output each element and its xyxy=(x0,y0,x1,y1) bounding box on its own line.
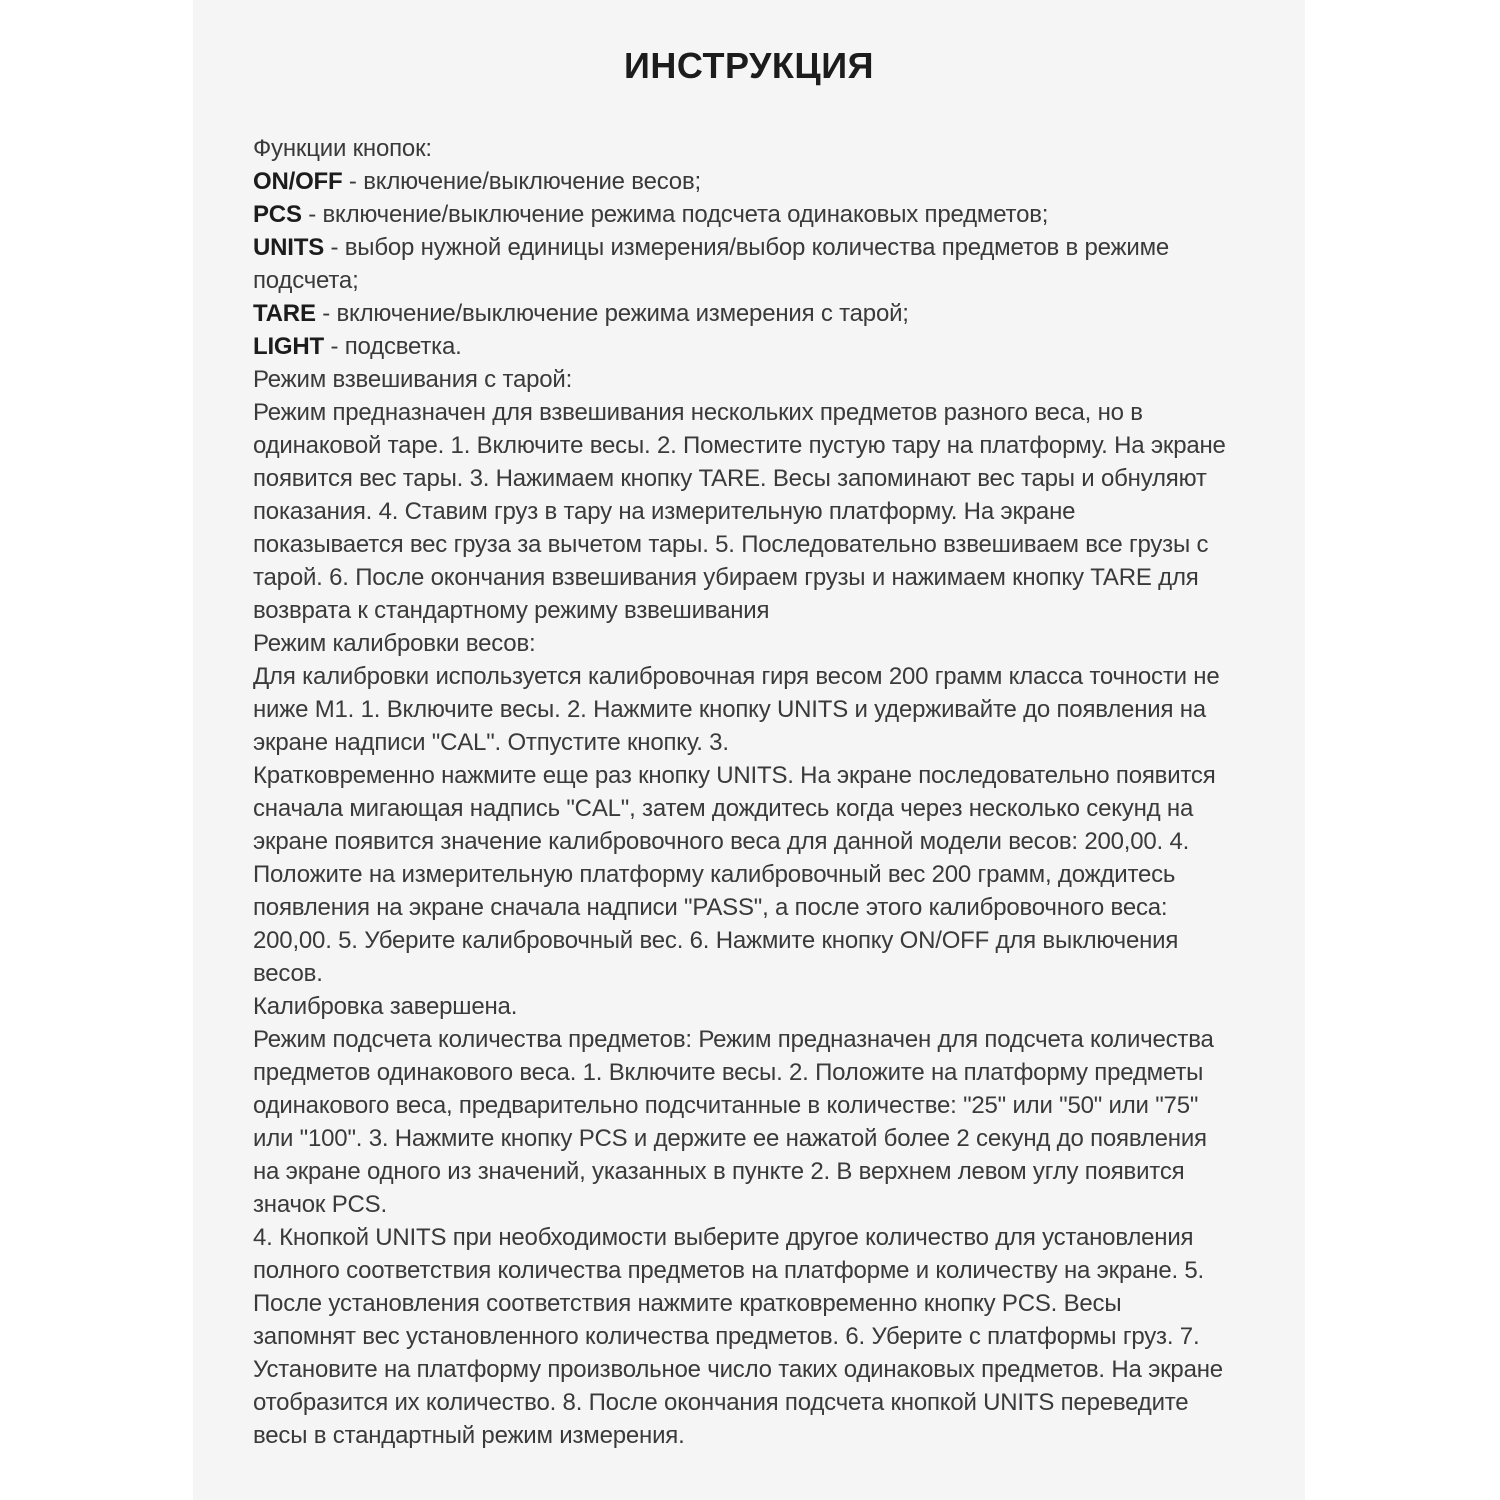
text-line xyxy=(253,1122,1265,1155)
text-segment: 200,00. 5. Уберите калибровочный вес. 6. Нажмите кнопку ON/OFF для выключения xyxy=(253,927,1179,954)
text-segment: Режим предназначен для взвешивания нескольких предметов разного веса, но в xyxy=(253,399,1143,426)
text-segment: экране надписи "CAL". Отпустите кнопку. 3. xyxy=(253,729,729,756)
text-line xyxy=(253,528,1265,561)
text-segment: весы в стандартный режим измерения. xyxy=(253,1422,685,1449)
text-line xyxy=(253,165,1265,198)
text-line xyxy=(253,1254,1265,1287)
button-name-label: ON/OFF xyxy=(253,168,343,195)
text-segment: Калибровка завершена. xyxy=(253,993,518,1020)
text-segment: появится вес тары. 3. Нажимаем кнопку TARE. Весы запоминают вес тары и обнуляют xyxy=(253,465,1207,492)
text-line xyxy=(253,462,1265,495)
text-segment: сначала мигающая надпись "CAL", затем дождитесь когда через несколько секунд на xyxy=(253,795,1194,822)
text-segment: тарой. 6. После окончания взвешивания убираем грузы и нажимаем кнопку TARE для xyxy=(253,564,1199,591)
text-segment: Кратковременно нажмите еще раз кнопку UNITS. На экране последовательно появится xyxy=(253,762,1216,789)
text-segment: экране появится значение калибровочного веса для данной модели весов: 200,00. 4. xyxy=(253,828,1190,855)
text-segment: на экране одного из значений, указанных в пункте 2. В верхнем левом углу появится xyxy=(253,1158,1185,1185)
text-line xyxy=(253,759,1265,792)
text-segment: возврата к стандартному режиму взвешивания xyxy=(253,597,770,624)
text-segment: Режим взвешивания с тарой: xyxy=(253,366,573,393)
text-segment: 4. Кнопкой UNITS при необходимости выберите другое количество для установления xyxy=(253,1224,1194,1251)
text-segment: - включение/выключение режима подсчета одинаковых предметов; xyxy=(301,201,1049,228)
page-title: ИНСТРУКЦИЯ xyxy=(624,45,874,86)
text-segment: показания. 4. Ставим груз в тару на измерительную платформу. На экране xyxy=(253,498,1076,525)
text-line xyxy=(253,429,1265,462)
text-segment: показывается вес груза за вычетом тары. 5. Последовательно взвешиваем все грузы с xyxy=(253,531,1209,558)
text-line xyxy=(253,1386,1265,1419)
text-segment: Режим калибровки весов: xyxy=(253,630,536,657)
text-line xyxy=(253,1287,1265,1320)
text-segment: одинакового веса, предварительно подсчитанные в количестве: "25" или "50" или "75" xyxy=(253,1092,1199,1119)
text-line xyxy=(253,594,1265,627)
text-line xyxy=(253,297,1265,330)
text-segment: значок PCS. xyxy=(253,1191,387,1218)
text-segment: запомнят вес установленного количества предметов. 6. Уберите с платформы груз. 7. xyxy=(253,1323,1200,1350)
text-line xyxy=(253,1353,1265,1386)
text-segment: одинаковой таре. 1. Включите весы. 2. Поместите пустую тару на платформу. На экране xyxy=(253,432,1226,459)
text-line xyxy=(253,924,1265,957)
text-line xyxy=(253,957,1265,990)
text-line xyxy=(253,825,1265,858)
text-segment: Функции кнопок: xyxy=(253,135,432,162)
text-segment: подсчета; xyxy=(253,267,359,294)
document-lines xyxy=(253,132,1265,1452)
text-line xyxy=(253,231,1265,264)
text-line xyxy=(253,1089,1265,1122)
text-line xyxy=(253,1023,1265,1056)
text-line xyxy=(253,495,1265,528)
text-segment: После установления соответствия нажмите кратковременно кнопку PCS. Весы xyxy=(253,1290,1122,1317)
text-line xyxy=(253,1320,1265,1353)
text-segment: - выбор нужной единицы измерения/выбор количества предметов в режиме xyxy=(324,234,1170,261)
text-segment: или "100". 3. Нажмите кнопку PCS и держите ее нажатой более 2 секунд до появления xyxy=(253,1125,1207,1152)
button-name-label: TARE xyxy=(253,300,316,327)
text-line xyxy=(253,396,1265,429)
button-name-label: LIGHT xyxy=(253,333,324,360)
text-line xyxy=(253,1419,1265,1452)
text-segment: полного соответствия количества предметов на платформе и количеству на экране. 5. xyxy=(253,1257,1205,1284)
text-line xyxy=(253,858,1265,891)
text-segment: Режим подсчета количества предметов: Режим предназначен для подсчета количества xyxy=(253,1026,1214,1053)
text-line xyxy=(253,132,1265,165)
text-segment: - подсветка. xyxy=(324,333,462,360)
text-line xyxy=(253,1056,1265,1089)
text-line xyxy=(253,1221,1265,1254)
text-segment: Положите на измерительную платформу калибровочный вес 200 грамм, дождитесь xyxy=(253,861,1176,888)
text-segment: Для калибровки используется калибровочная гиря весом 200 грамм класса точности не xyxy=(253,663,1220,690)
text-segment: отобразится их количество. 8. После окончания подсчета кнопкой UNITS переведите xyxy=(253,1389,1189,1416)
text-line xyxy=(253,330,1265,363)
text-segment: Установите на платформу произвольное число таких одинаковых предметов. На экране xyxy=(253,1356,1223,1383)
text-line xyxy=(253,561,1265,594)
text-line xyxy=(253,264,1265,297)
text-line xyxy=(253,693,1265,726)
text-line xyxy=(253,1155,1265,1188)
button-name-label: UNITS xyxy=(253,234,325,261)
text-segment: весов. xyxy=(253,960,323,987)
text-segment: появления на экране сначала надписи "PASS", а после этого калибровочного веса: xyxy=(253,894,1168,921)
text-line xyxy=(253,627,1265,660)
text-line xyxy=(253,198,1265,231)
text-line xyxy=(253,990,1265,1023)
text-segment: предметов одинакового веса. 1. Включите весы. 2. Положите на платформу предметы xyxy=(253,1059,1204,1086)
text-line xyxy=(253,792,1265,825)
button-name-label: PCS xyxy=(253,201,302,228)
instruction-sheet xyxy=(193,0,1305,1500)
text-segment: - включение/выключение режима измерения с тарой; xyxy=(315,300,909,327)
text-line xyxy=(253,363,1265,396)
text-line xyxy=(253,891,1265,924)
text-segment: ниже М1. 1. Включите весы. 2. Нажмите кнопку UNITS и удерживайте до появления на xyxy=(253,696,1206,723)
text-segment: - включение/выключение весов; xyxy=(342,168,701,195)
text-line xyxy=(253,660,1265,693)
text-line xyxy=(253,726,1265,759)
text-line xyxy=(253,1188,1265,1221)
